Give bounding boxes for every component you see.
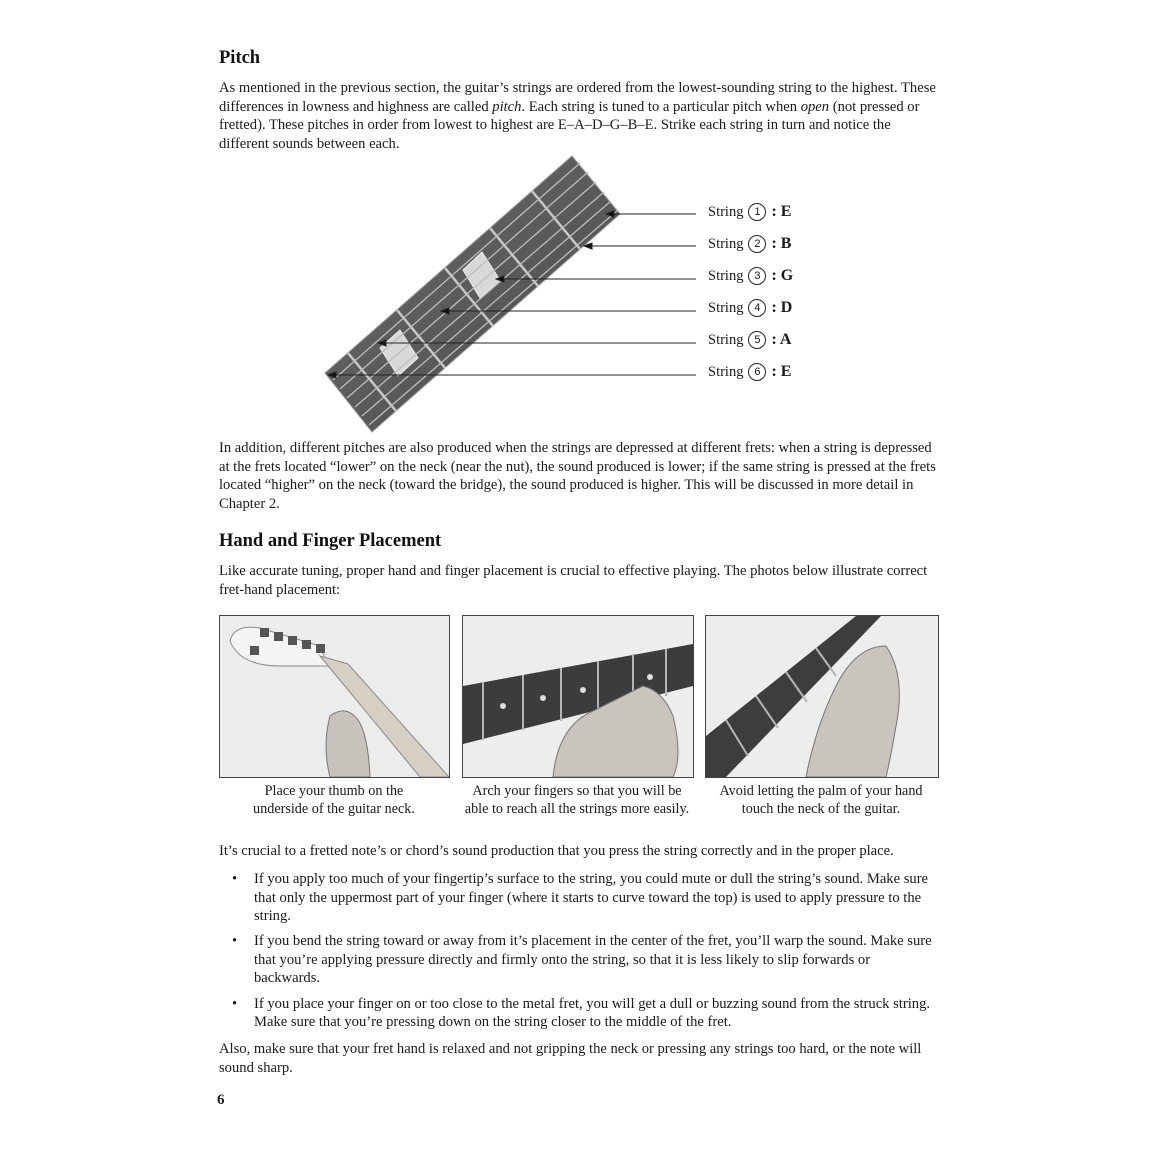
section-heading-placement: Hand and Finger Placement <box>219 531 442 551</box>
list-item: • If you place your finger on or too close to the metal fret, you will get a dull or buzzing sound from the struck string. Make sure that you’re pressing down on the string closer to the middle of the fret. <box>232 995 931 1031</box>
string-label-6: String 6 : E <box>708 363 792 380</box>
closing-paragraph: Also, make sure that your fret hand is relaxed and not gripping the neck or pressing any strings too hard, or the note will sound sharp. <box>219 1041 922 1076</box>
section-heading-pitch: Pitch <box>219 48 261 68</box>
pitch-paragraph-1-c: (not pressed or fretted). These pitches in order from lowest to highest are E–A–D–G–B–E. Strike each string in turn and notice the different sounds between each. <box>219 98 920 152</box>
photo-palm-away <box>705 615 939 778</box>
string-label-2: String 2 : B <box>708 235 792 252</box>
bullet-marker: • <box>232 933 238 950</box>
string-label-1: String 1 : E <box>708 203 792 220</box>
placement-paragraph: It’s crucial to a fretted note’s or chord’s sound production that you press the string correctly and in the proper place. <box>219 843 894 859</box>
pitch-paragraph-2: In addition, different pitches are also produced when the strings are depressed at different frets: when a string is depressed at the frets located “lower” on the neck (near the nut), the sound produced is lower; if the same string is pressed at the frets located “higher” on the neck (toward the bridge), the sound produced is higher. This will be discussed in more detail in Chapter 2. <box>219 440 936 512</box>
pitch-paragraph-1-b: . Each string is tuned to a particular pitch when <box>521 98 801 115</box>
open-term: open <box>800 98 830 115</box>
photo-arched-fingers <box>462 615 694 778</box>
placement-intro: Like accurate tuning, proper hand and finger placement is crucial to effective playing. The photos below illustrate correct fret-hand placement: <box>219 563 928 598</box>
pitch-paragraph-1 <box>219 79 939 153</box>
bullet-marker: • <box>232 995 238 1012</box>
fretboard-neck <box>325 156 620 432</box>
string-number-circle: 5 <box>748 331 766 349</box>
string-number-circle: 4 <box>748 299 766 317</box>
string-number-circle: 1 <box>748 203 766 221</box>
pitch-term: pitch <box>492 98 522 115</box>
bullet-marker: • <box>232 871 238 887</box>
placement-bullet-list <box>232 870 938 1038</box>
photo-caption-2: Arch your fingers so that you will be able to reach all the strings more easily. <box>464 783 690 817</box>
page-number: 6 <box>217 1092 225 1108</box>
string-label-3: String 3 : G <box>708 267 794 284</box>
string-number-circle: 3 <box>748 267 766 285</box>
string-label-5: String 5 : A <box>708 331 792 348</box>
string-label-4: String 4 : D <box>708 299 793 316</box>
photo-caption-1: Place your thumb on the underside of the guitar neck. <box>253 783 415 817</box>
list-item: • If you bend the string toward or away from it’s placement in the center of the fret, you’ll warp the sound. Make sure that you’re applying pressure directly and firmly onto the string, so that it is less likely to slip forwards or backwards. <box>232 933 932 987</box>
string-number-circle: 2 <box>748 235 766 253</box>
pitch-paragraph-1-a: As mentioned in the previous section, the guitar’s strings are ordered from the lowest-sounding string to the highest. These differences in lowness and highness are called <box>219 80 936 115</box>
fretboard-diagram <box>320 152 820 437</box>
photo-thumb-placement <box>219 615 450 778</box>
string-number-circle: 6 <box>748 363 766 381</box>
list-item: • If you apply too much of your fingertip’s surface to the string, you could mute or dull the string’s sound. Make sure that only the uppermost part of your finger (where it starts to curve toward the top) is used to apply pressure to the string. <box>232 871 929 925</box>
photo-caption-3: Avoid letting the palm of your hand touch the neck of the guitar. <box>719 783 923 817</box>
